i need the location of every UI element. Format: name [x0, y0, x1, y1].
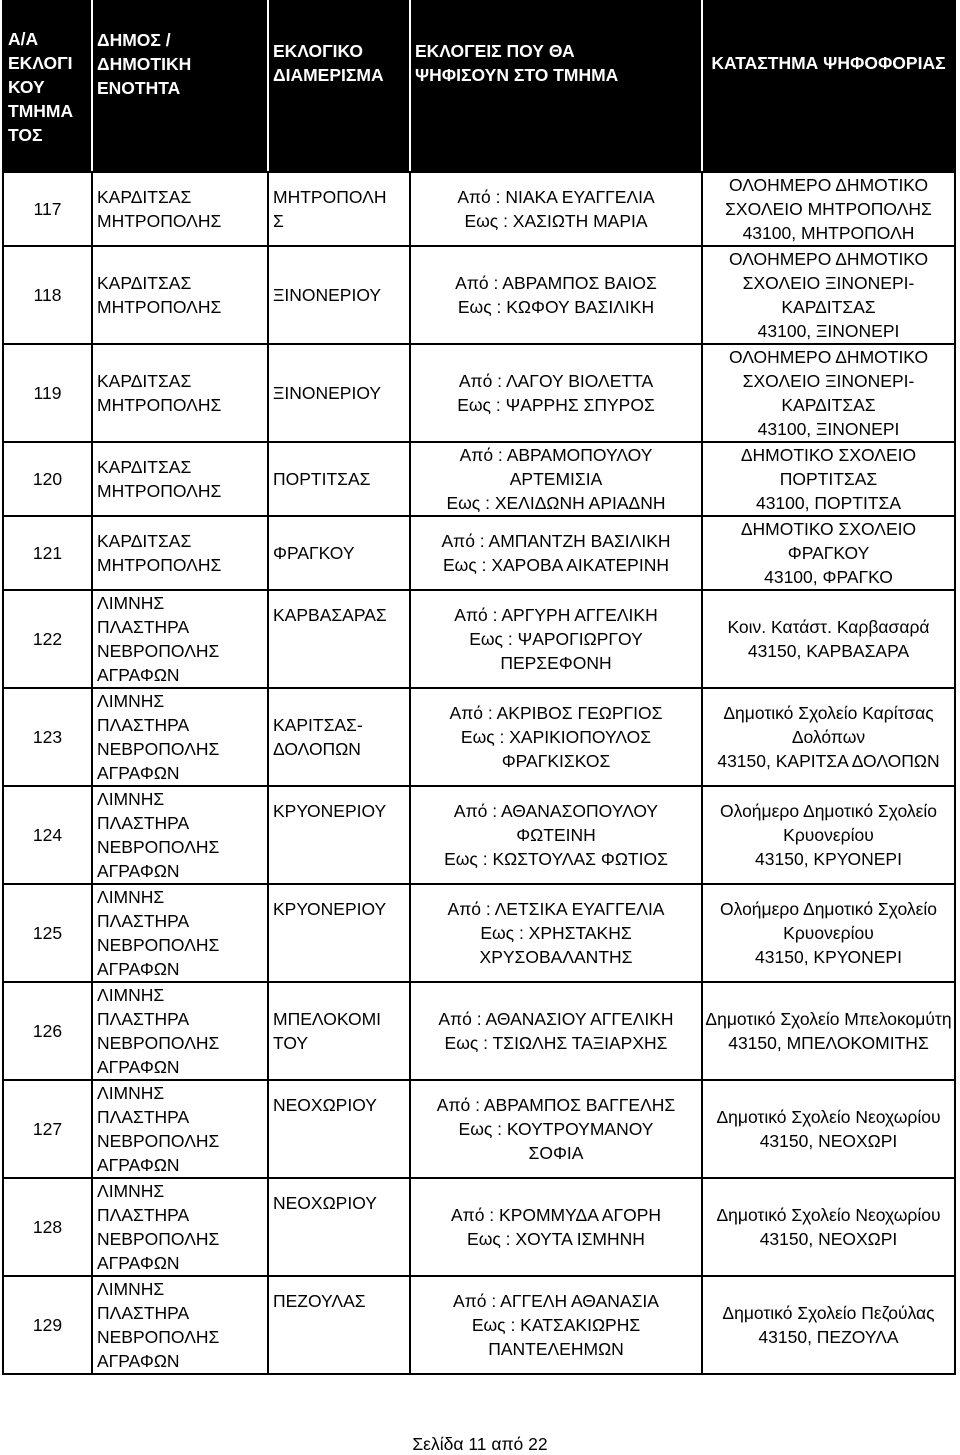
- voters-cell-line: Εως : ΚΩΣΤΟΥΛΑΣ ΦΩΤΙΟΣ: [444, 849, 668, 869]
- voters-cell-line: Από : ΑΡΓΥΡΗ ΑΓΓΕΛΙΚΗ: [454, 605, 658, 625]
- polling-station-cell: [702, 884, 955, 982]
- polling-stations-table: [2, 0, 956, 1375]
- municipality-cell-line: ΛΙΜΝΗΣ: [97, 1181, 165, 1201]
- section-number: 125: [3, 884, 92, 982]
- polling-station-cell-line: 43150, ΝΕΟΧΩΡΙ: [759, 1229, 898, 1249]
- polling-station-cell-line: 43100, ΦΡΑΓΚΟ: [764, 567, 893, 587]
- polling-station-cell-line: ΚΑΡΔΙΤΣΑΣ: [781, 297, 876, 317]
- page-footer: Σελίδα 11 από 22: [412, 1434, 548, 1454]
- table-row: [3, 172, 955, 246]
- section-number: 118: [3, 246, 92, 344]
- header-section-number: [3, 1, 92, 172]
- table-row: [3, 516, 955, 590]
- district-cell: [268, 442, 410, 516]
- voters-cell-line: Εως : ΧΕΛΙΔΩΝΗ ΑΡΙΑΔΝΗ: [446, 493, 666, 513]
- header-line: ΚΑΤΑΣΤΗΜΑ ΨΗΦΟΦΟΡΙΑΣ: [711, 53, 946, 73]
- voters-cell: [410, 688, 702, 786]
- table-row: [3, 884, 955, 982]
- municipality-cell-line: ΛΙΜΝΗΣ: [97, 789, 165, 809]
- municipality-cell: [92, 246, 268, 344]
- voters-cell: [410, 442, 702, 516]
- polling-station-cell-line: 43100, ΜΗΤΡΟΠΟΛΗ: [742, 223, 915, 243]
- polling-station-cell-line: 43150, ΚΑΡΒΑΣΑΡΑ: [747, 641, 910, 661]
- municipality-cell-line: ΛΙΜΝΗΣ: [97, 1083, 165, 1103]
- polling-station-cell-line: ΟΛΟΗΜΕΡΟ ΔΗΜΟΤΙΚΟ: [728, 249, 929, 269]
- municipality-cell-line: ΝΕΒΡΟΠΟΛΗΣ: [97, 837, 220, 857]
- polling-station-cell-line: ΠΟΡΤΙΤΣΑΣ: [779, 469, 878, 489]
- municipality-cell: [92, 172, 268, 246]
- district-cell-line: ΝΕΟΧΩΡΙΟΥ: [273, 1193, 377, 1213]
- district-cell-line: ΜΗΤΡΟΠΟΛΗ: [273, 187, 387, 207]
- header-electoral-district: [268, 1, 410, 172]
- district-cell-line: ΚΑΡΙΤΣΑΣ-: [273, 715, 363, 735]
- header-line: ΕΚΛΟΓΙΚΟ: [273, 41, 363, 61]
- municipality-cell: [92, 688, 268, 786]
- voters-cell: [410, 246, 702, 344]
- municipality-cell-line: ΜΗΤΡΟΠΟΛΗΣ: [97, 395, 222, 415]
- municipality-cell-line: ΝΕΒΡΟΠΟΛΗΣ: [97, 739, 220, 759]
- voters-cell: [410, 344, 702, 442]
- polling-station-cell-line: Δημοτικό Σχολείο Νεοχωρίου: [716, 1205, 941, 1225]
- section-number: 119: [3, 344, 92, 442]
- table-row: [3, 688, 955, 786]
- header-voters: [410, 1, 702, 172]
- municipality-cell-line: ΚΑΡΔΙΤΣΑΣ: [97, 371, 192, 391]
- municipality-cell-line: ΠΛΑΣΤΗΡΑ: [97, 715, 190, 735]
- municipality-cell-line: ΑΓΡΑΦΩΝ: [97, 959, 180, 979]
- polling-station-cell: [702, 1178, 955, 1276]
- municipality-cell-line: ΠΛΑΣΤΗΡΑ: [97, 617, 190, 637]
- municipality-cell-line: ΛΙΜΝΗΣ: [97, 887, 165, 907]
- municipality-cell-line: ΝΕΒΡΟΠΟΛΗΣ: [97, 1229, 220, 1249]
- voters-cell-line: Από : ΝΙΑΚΑ ΕΥΑΓΓΕΛΙΑ: [457, 187, 655, 207]
- voters-cell-line: Εως : ΨΑΡΟΓΙΩΡΓΟΥ: [469, 629, 643, 649]
- polling-station-cell-line: 43100, ΞΙΝΟΝΕΡΙ: [757, 419, 900, 439]
- municipality-cell-line: ΑΓΡΑΦΩΝ: [97, 1057, 180, 1077]
- polling-station-cell-line: ΔΗΜΟΤΙΚΟ ΣΧΟΛΕΙΟ: [740, 445, 917, 465]
- polling-station-cell-line: Ολοήμερο Δημοτικό Σχολείο: [719, 899, 938, 919]
- polling-station-cell-line: ΚΑΡΔΙΤΣΑΣ: [781, 395, 876, 415]
- municipality-cell-line: ΛΙΜΝΗΣ: [97, 691, 165, 711]
- voters-cell-line: Από : ΑΘΑΝΑΣΟΠΟΥΛΟΥ: [453, 801, 659, 821]
- voters-cell-line: Εως : ΚΑΤΣΑΚΙΩΡΗΣ: [471, 1315, 641, 1335]
- voters-cell-line: Εως : ΧΑΡΙΚΙΟΠΟΥΛΟΣ: [460, 727, 652, 747]
- polling-station-cell-line: 43150, ΚΑΡΙΤΣΑ ΔΟΛΟΠΩΝ: [717, 751, 940, 771]
- polling-station-cell: [702, 590, 955, 688]
- municipality-cell-line: ΠΛΑΣΤΗΡΑ: [97, 911, 190, 931]
- polling-station-cell-line: Κρυονερίου: [783, 825, 874, 845]
- polling-station-cell-line: 43100, ΠΟΡΤΙΤΣΑ: [755, 493, 902, 513]
- district-cell-line: ΞΙΝΟΝΕΡΙΟΥ: [273, 285, 382, 305]
- section-number: 126: [3, 982, 92, 1080]
- table-row: [3, 982, 955, 1080]
- polling-station-cell-line: 43150, ΚΡΥΟΝΕΡΙ: [755, 947, 902, 967]
- voters-cell: [410, 1276, 702, 1374]
- district-cell-line: ΤΟΥ: [273, 1033, 309, 1053]
- municipality-cell-line: ΝΕΒΡΟΠΟΛΗΣ: [97, 1327, 220, 1347]
- municipality-cell-line: ΚΑΡΔΙΤΣΑΣ: [97, 457, 192, 477]
- polling-station-cell-line: Κοιν. Κατάστ. Καρβασαρά: [727, 617, 930, 637]
- voters-cell: [410, 172, 702, 246]
- header-polling-station: [702, 1, 955, 172]
- header-line: ΔΗΜΟΤΙΚΗ: [97, 54, 192, 74]
- district-cell-line: ΚΡΥΟΝΕΡΙΟΥ: [273, 801, 387, 821]
- municipality-cell-line: ΜΗΤΡΟΠΟΛΗΣ: [97, 297, 222, 317]
- header-line: ΨΗΦΙΣΟΥΝ ΣΤΟ ΤΜΗΜΑ: [415, 65, 619, 85]
- municipality-cell: [92, 344, 268, 442]
- section-number: 128: [3, 1178, 92, 1276]
- section-number: 124: [3, 786, 92, 884]
- district-cell-line: ΠΕΖΟΥΛΑΣ: [273, 1291, 366, 1311]
- district-cell-line: ΝΕΟΧΩΡΙΟΥ: [273, 1095, 377, 1115]
- voters-cell-line: Από : ΑΚΡΙΒΟΣ ΓΕΩΡΓΙΟΣ: [449, 703, 663, 723]
- polling-station-cell: [702, 246, 955, 344]
- district-cell: [268, 590, 410, 688]
- municipality-cell-line: ΚΑΡΔΙΤΣΑΣ: [97, 187, 192, 207]
- header-line: ΔΙΑΜΕΡΙΣΜΑ: [273, 65, 384, 85]
- municipality-cell-line: ΛΙΜΝΗΣ: [97, 985, 165, 1005]
- voters-cell: [410, 786, 702, 884]
- voters-cell-line: ΦΩΤΕΙΝΗ: [516, 825, 596, 845]
- polling-station-cell-line: Δημοτικό Σχολείο Καρίτσας: [723, 703, 934, 723]
- polling-station-cell-line: Ολοήμερο Δημοτικό Σχολείο: [719, 801, 938, 821]
- voters-cell-line: ΧΡΥΣΟΒΑΛΑΝΤΗΣ: [479, 947, 633, 967]
- header-line: ΔΗΜΟΣ /: [97, 30, 171, 50]
- district-cell: [268, 246, 410, 344]
- municipality-cell-line: ΚΑΡΔΙΤΣΑΣ: [97, 273, 192, 293]
- district-cell: [268, 1276, 410, 1374]
- voters-cell-line: ΠΑΝΤΕΛΕΗΜΩΝ: [488, 1339, 624, 1359]
- district-cell: [268, 982, 410, 1080]
- voters-cell-line: Από : ΑΜΠΑΝΤΖΗ ΒΑΣΙΛΙΚΗ: [441, 531, 671, 551]
- polling-station-cell: [702, 516, 955, 590]
- municipality-cell-line: ΠΛΑΣΤΗΡΑ: [97, 1205, 190, 1225]
- table-row: [3, 344, 955, 442]
- voters-cell-line: Εως : ΨΑΡΡΗΣ ΣΠΥΡΟΣ: [457, 395, 655, 415]
- voters-cell: [410, 1080, 702, 1178]
- voters-cell-line: Από : ΑΒΡΑΜΠΟΣ ΒΑΙΟΣ: [455, 273, 657, 293]
- district-cell: [268, 688, 410, 786]
- voters-cell-line: ΣΟΦΙΑ: [528, 1143, 584, 1163]
- polling-station-cell: [702, 982, 955, 1080]
- district-cell: [268, 786, 410, 884]
- section-number: 122: [3, 590, 92, 688]
- voters-cell-line: Από : ΑΓΓΕΛΗ ΑΘΑΝΑΣΙΑ: [453, 1291, 659, 1311]
- header-line: ΕΝΟΤΗΤΑ: [97, 78, 181, 98]
- polling-station-cell-line: Δημοτικό Σχολείο Πεζούλας: [722, 1303, 935, 1323]
- municipality-cell: [92, 590, 268, 688]
- district-cell: [268, 344, 410, 442]
- district-cell: [268, 884, 410, 982]
- voters-cell-line: Εως : ΤΣΙΩΛΗΣ ΤΑΞΙΑΡΧΗΣ: [444, 1033, 668, 1053]
- table-body: [3, 1, 955, 1374]
- municipality-cell-line: ΜΗΤΡΟΠΟΛΗΣ: [97, 211, 222, 231]
- polling-station-cell-line: ΣΧΟΛΕΙΟ ΜΗΤΡΟΠΟΛΗΣ: [725, 199, 932, 219]
- district-cell-line: Σ: [273, 211, 284, 231]
- voters-cell-line: ΦΡΑΓΚΙΣΚΟΣ: [501, 751, 611, 771]
- municipality-cell-line: ΑΓΡΑΦΩΝ: [97, 665, 180, 685]
- district-cell-line: ΜΠΕΛΟΚΟΜΙ: [273, 1009, 382, 1029]
- polling-station-cell-line: ΦΡΑΓΚΟΥ: [787, 543, 870, 563]
- voters-cell-line: Από : ΑΘΑΝΑΣΙΟΥ ΑΓΓΕΛΙΚΗ: [438, 1009, 674, 1029]
- municipality-cell-line: ΠΛΑΣΤΗΡΑ: [97, 1303, 190, 1323]
- polling-station-cell-line: 43150, ΚΡΥΟΝΕΡΙ: [755, 849, 902, 869]
- polling-station-cell-line: Κρυονερίου: [783, 923, 874, 943]
- municipality-cell-line: ΑΓΡΑΦΩΝ: [97, 861, 180, 881]
- polling-station-cell: [702, 688, 955, 786]
- voters-cell: [410, 590, 702, 688]
- district-cell-line: ΔΟΛΟΠΩΝ: [273, 739, 361, 759]
- polling-station-cell: [702, 442, 955, 516]
- voters-cell-line: Από : ΛΑΓΟΥ ΒΙΟΛΕΤΤΑ: [458, 371, 654, 391]
- header-line: ΚΟΥ: [8, 76, 45, 97]
- section-number: 127: [3, 1080, 92, 1178]
- district-cell: [268, 1178, 410, 1276]
- voters-cell: [410, 516, 702, 590]
- municipality-cell-line: ΠΛΑΣΤΗΡΑ: [97, 813, 190, 833]
- voters-cell-line: Από : ΑΒΡΑΜΟΠΟΥΛΟΥ: [459, 445, 653, 465]
- voters-cell-line: ΑΡΤΕΜΙΣΙΑ: [509, 469, 603, 489]
- header-line: ΤΜΗΜΑ: [8, 100, 74, 121]
- table-row: [3, 1276, 955, 1374]
- municipality-cell-line: ΛΙΜΝΗΣ: [97, 1279, 165, 1299]
- polling-station-cell: [702, 786, 955, 884]
- voters-cell-line: Από : ΑΒΡΑΜΠΟΣ ΒΑΓΓΕΛΗΣ: [436, 1095, 676, 1115]
- voters-cell-line: ΠΕΡΣΕΦΟΝΗ: [500, 653, 612, 673]
- municipality-cell-line: ΚΑΡΔΙΤΣΑΣ: [97, 531, 192, 551]
- municipality-cell: [92, 786, 268, 884]
- section-number: 129: [3, 1276, 92, 1374]
- header-line: ΕΚΛΟΓΙ: [8, 52, 73, 73]
- table-row: [3, 786, 955, 884]
- municipality-cell-line: ΑΓΡΑΦΩΝ: [97, 763, 180, 783]
- municipality-cell-line: ΝΕΒΡΟΠΟΛΗΣ: [97, 1131, 220, 1151]
- polling-station-cell-line: ΣΧΟΛΕΙΟ ΞΙΝΟΝΕΡΙ-: [742, 273, 915, 293]
- voters-cell-line: Εως : ΧΑΣΙΩΤΗ ΜΑΡΙΑ: [464, 211, 648, 231]
- polling-station-cell-line: Δημοτικό Σχολείο Μπελοκομύτη: [705, 1009, 952, 1029]
- voters-cell-line: Εως : ΧΟΥΤΑ ΙΣΜΗΝΗ: [467, 1229, 645, 1249]
- polling-station-cell: [702, 1276, 955, 1374]
- municipality-cell: [92, 516, 268, 590]
- section-number: 121: [3, 516, 92, 590]
- section-number: 117: [3, 172, 92, 246]
- polling-station-cell-line: ΣΧΟΛΕΙΟ ΞΙΝΟΝΕΡΙ-: [742, 371, 915, 391]
- voters-cell-line: Από : ΛΕΤΣΙΚΑ ΕΥΑΓΓΕΛΙΑ: [447, 899, 665, 919]
- header-line: Α/Α: [8, 28, 39, 49]
- header-municipality: [92, 1, 268, 172]
- municipality-cell: [92, 1080, 268, 1178]
- voters-cell-line: Από : ΚΡΟΜΜΥΔΑ ΑΓΟΡΗ: [450, 1205, 662, 1225]
- municipality-cell-line: ΜΗΤΡΟΠΟΛΗΣ: [97, 481, 222, 501]
- table-row: [3, 590, 955, 688]
- polling-station-cell-line: Δημοτικό Σχολείο Νεοχωρίου: [716, 1107, 941, 1127]
- municipality-cell: [92, 884, 268, 982]
- district-cell-line: ΞΙΝΟΝΕΡΙΟΥ: [273, 383, 382, 403]
- municipality-cell-line: ΛΙΜΝΗΣ: [97, 593, 165, 613]
- municipality-cell-line: ΑΓΡΑΦΩΝ: [97, 1351, 180, 1371]
- polling-station-cell-line: 43150, ΝΕΟΧΩΡΙ: [759, 1131, 898, 1151]
- header-line: ΕΚΛΟΓΕΙΣ ΠΟΥ ΘΑ: [415, 41, 575, 61]
- section-number: 120: [3, 442, 92, 516]
- voters-cell-line: Εως : ΧΡΗΣΤΑΚΗΣ: [480, 923, 632, 943]
- voters-cell: [410, 884, 702, 982]
- municipality-cell: [92, 1276, 268, 1374]
- voters-cell-line: Εως : ΚΟΥΤΡΟΥΜΑΝΟΥ: [458, 1119, 654, 1139]
- municipality-cell-line: ΜΗΤΡΟΠΟΛΗΣ: [97, 555, 222, 575]
- municipality-cell-line: ΑΓΡΑΦΩΝ: [97, 1155, 180, 1175]
- polling-station-cell-line: 43150, ΠΕΖΟΥΛΑ: [758, 1327, 899, 1347]
- district-cell-line: ΚΑΡΒΑΣΑΡΑΣ: [273, 605, 387, 625]
- polling-station-cell: [702, 344, 955, 442]
- municipality-cell: [92, 982, 268, 1080]
- polling-station-cell: [702, 172, 955, 246]
- polling-station-cell-line: Δολόπων: [791, 727, 866, 747]
- polling-station-cell: [702, 1080, 955, 1178]
- district-cell-line: ΚΡΥΟΝΕΡΙΟΥ: [273, 899, 387, 919]
- municipality-cell-line: ΑΓΡΑΦΩΝ: [97, 1253, 180, 1273]
- district-cell: [268, 172, 410, 246]
- table-row: [3, 246, 955, 344]
- table-row: [3, 1178, 955, 1276]
- district-cell-line: ΠΟΡΤΙΤΣΑΣ: [273, 469, 371, 489]
- polling-station-cell-line: ΟΛΟΗΜΕΡΟ ΔΗΜΟΤΙΚΟ: [728, 175, 929, 195]
- section-number: 123: [3, 688, 92, 786]
- polling-station-cell-line: 43100, ΞΙΝΟΝΕΡΙ: [757, 321, 900, 341]
- voters-cell-line: Εως : ΧΑΡΟΒΑ ΑΙΚΑΤΕΡΙΝΗ: [442, 555, 669, 575]
- voters-cell-line: Εως : ΚΩΦΟΥ ΒΑΣΙΛΙΚΗ: [457, 297, 655, 317]
- municipality-cell-line: ΝΕΒΡΟΠΟΛΗΣ: [97, 641, 220, 661]
- district-cell: [268, 1080, 410, 1178]
- municipality-cell: [92, 1178, 268, 1276]
- voters-cell: [410, 982, 702, 1080]
- district-cell-line: ΦΡΑΓΚΟΥ: [273, 543, 355, 563]
- municipality-cell-line: ΝΕΒΡΟΠΟΛΗΣ: [97, 935, 220, 955]
- municipality-cell-line: ΠΛΑΣΤΗΡΑ: [97, 1107, 190, 1127]
- municipality-cell-line: ΝΕΒΡΟΠΟΛΗΣ: [97, 1033, 220, 1053]
- polling-station-cell-line: ΔΗΜΟΤΙΚΟ ΣΧΟΛΕΙΟ: [740, 519, 917, 539]
- district-cell: [268, 516, 410, 590]
- polling-station-cell-line: 43150, ΜΠΕΛΟΚΟΜΙΤΗΣ: [728, 1033, 929, 1053]
- header-line: ΤΟΣ: [8, 124, 43, 145]
- polling-station-cell-line: ΟΛΟΗΜΕΡΟ ΔΗΜΟΤΙΚΟ: [728, 347, 929, 367]
- table-row: [3, 442, 955, 516]
- municipality-cell: [92, 442, 268, 516]
- voters-cell: [410, 1178, 702, 1276]
- municipality-cell-line: ΠΛΑΣΤΗΡΑ: [97, 1009, 190, 1029]
- table-header-row: [3, 1, 955, 172]
- table-row: [3, 1080, 955, 1178]
